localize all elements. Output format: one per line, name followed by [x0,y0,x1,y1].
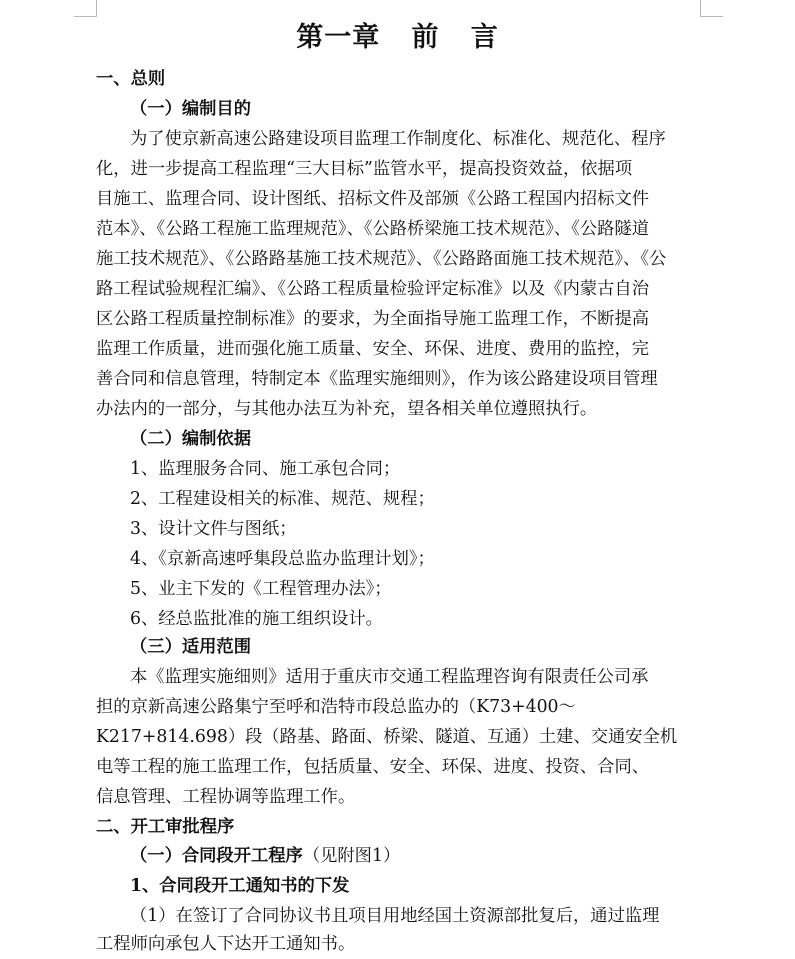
paragraph-line: 范本》、《公路工程施工监理规范》、《公路桥梁施工技术规范》、《公路隧道 [96,219,649,239]
subsection-heading-text: （一）合同段开工程序 [130,846,303,866]
paragraph-line: 办法内的一部分，与其他办法互为补充，望各相关单位遵照执行。 [96,399,598,419]
section-heading-approval: 二、开工审批程序 [96,817,235,837]
subsection-heading-purpose: （一）编制目的 [130,99,251,119]
paragraph-line: K217+814.698）段（路基、路面、桥梁、隧道、互通）土建、交通安全机 [96,727,678,747]
section-heading-general: 一、总则 [96,69,166,89]
paragraph-line: 电等工程的施工监理工作，包括质量、安全、环保、进度、投资、合同、 [96,757,650,777]
paragraph-line: 施工技术规范》、《公路路基施工技术规范》、《公路路面施工技术规范》、《公 [96,249,667,269]
paragraph-line: 为了使京新高速公路建设项目监理工作制度化、标准化、规范化、程序 [130,129,666,149]
paragraph-line: 化，进一步提高工程监理“三大目标”监管水平，提高投资效益，依据项 [96,159,633,179]
crop-mark-top-right [700,0,723,17]
paragraph-line: （1）在签订了合同协议书且项目用地经国土资源部批复后，通过监理 [130,906,660,926]
paragraph-line: 善合同和信息管理，特制定本《监理实施细则》，作为该公路建设项目管理 [96,369,658,389]
paragraph-line: 监理工作质量，进而强化施工质量、安全、环保、进度、费用的监控，完 [96,339,650,359]
list-item: 1、监理服务合同、施工承包合同； [130,459,401,479]
paragraph-line: 路工程试验规程汇编》、《公路工程质量检验评定标准》以及《内蒙古自治 [96,279,649,299]
subsection-heading-contract-start [130,841,750,871]
paragraph-line: 担的京新高速公路集宁至呼和浩特市段总监办的（K73+400～ [96,697,576,717]
list-item: 4、《京新高速呼集段总监办监理计划》； [130,549,435,569]
chapter-title: 第一章 前 言 [296,22,499,53]
paragraph-line: 区公路工程质量控制标准》的要求，为全面指导施工监理工作，不断提高 [96,309,650,329]
paragraph-line: 工程师向承包人下达开工通知书。 [96,934,356,954]
list-item: 6、经总监批准的施工组织设计。 [130,609,383,629]
list-item: 3、设计文件与图纸； [130,519,297,539]
subsection-heading-scope: （三）适用范围 [130,637,251,657]
paragraph-line: 目施工、监理合同、设计图纸、招标文件及部颁《公路工程国内招标文件 [96,189,650,209]
item-heading-start-notice: 1、合同段开工通知书的下发 [130,876,350,896]
list-item: 5、业主下发的《工程管理办法》； [130,579,392,599]
paragraph-line: 本《监理实施细则》适用于重庆市交通工程监理咨询有限责任公司承 [130,667,649,687]
list-item: 2、工程建设相关的标准、规范、规程； [130,489,435,509]
figure-reference: （见附图1） [302,846,401,866]
crop-mark-top-left [74,0,97,17]
paragraph-line: 信息管理、工程协调等监理工作。 [96,787,356,807]
subsection-heading-basis: （二）编制依据 [130,429,251,449]
